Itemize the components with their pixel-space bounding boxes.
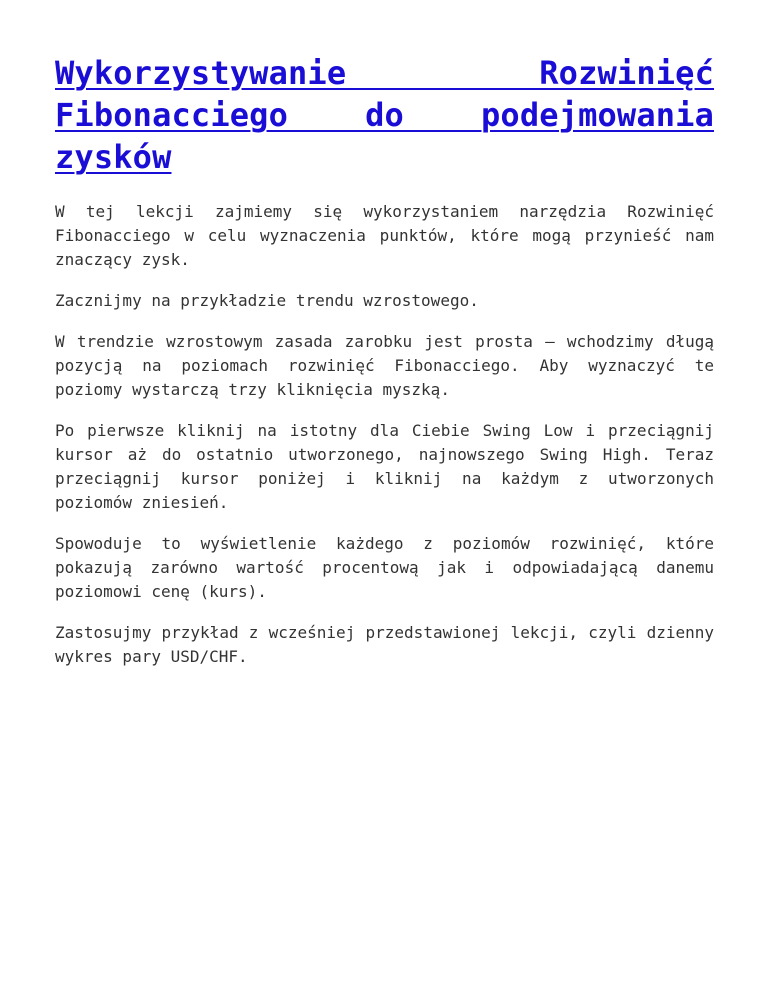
paragraph-example: Zastosujmy przykład z wcześniej przedstawionej lekcji, czyli dzienny wykres pary USD/CHF. — [55, 623, 714, 666]
document-page — [55, 52, 714, 686]
article-title-link[interactable]: Wykorzystywanie Rozwinięć Fibonacciego do podejmowania zysków — [55, 54, 714, 176]
article-body — [55, 200, 714, 669]
paragraph-rule: W trendzie wzrostowym zasada zarobku jest prosta – wchodzimy długą pozycją na poziomach rozwinięć Fibonacciego. Aby wyznaczyć te poziomy wystarczą trzy kliknięcia myszką. — [55, 332, 714, 399]
article-title — [55, 52, 714, 178]
paragraph-uptrend: Zacznijmy na przykładzie trendu wzrostowego. — [55, 291, 479, 310]
paragraph-levels: Spowoduje to wyświetlenie każdego z poziomów rozwinięć, które pokazują zarówno wartość procentową jak i odpowiadającą danemu poziomowi cenę (kurs). — [55, 534, 714, 601]
paragraph-intro: W tej lekcji zajmiemy się wykorzystaniem narzędzia Rozwinięć Fibonacciego w celu wyznaczenia punktów, które mogą przynieść nam znaczący zysk. — [55, 202, 714, 269]
paragraph-steps: Po pierwsze kliknij na istotny dla Ciebie Swing Low i przeciągnij kursor aż do ostatnio utworzonego, najnowszego Swing High. Teraz przeciągnij kursor poniżej i kliknij na każdym z utworzonych poziomów zniesień. — [55, 421, 714, 512]
